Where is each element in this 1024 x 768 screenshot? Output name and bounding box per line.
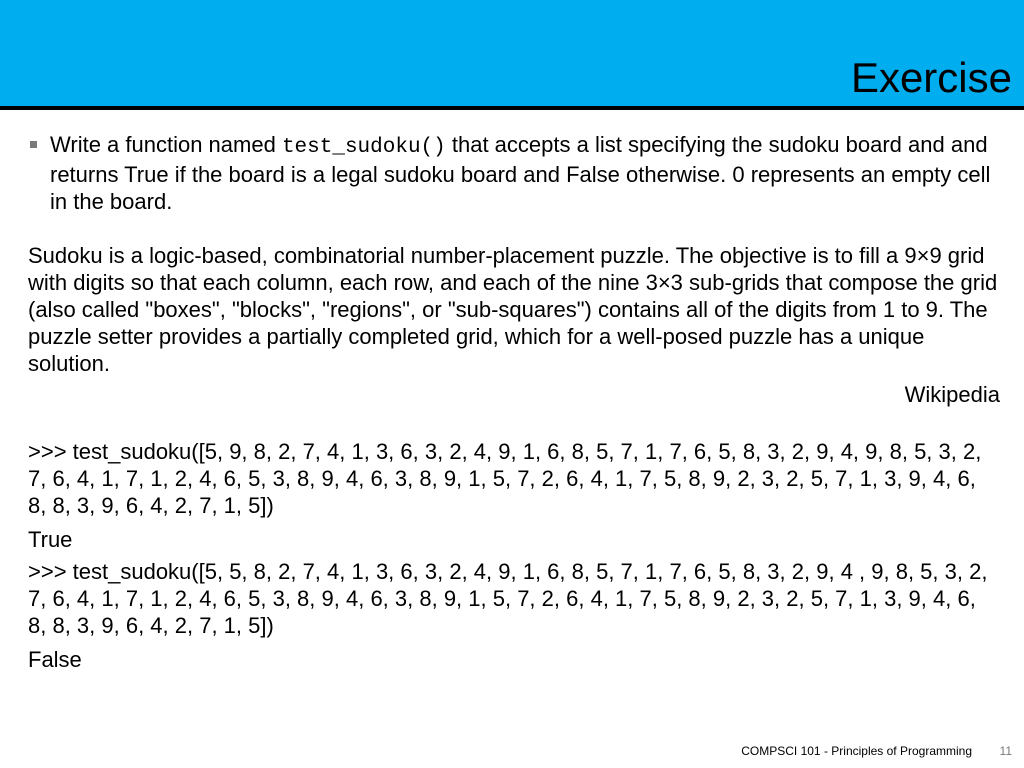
slide-header bbox=[0, 0, 1024, 110]
example-2 bbox=[28, 558, 1000, 673]
exercise-text-before: Write a function named bbox=[50, 132, 282, 157]
source-citation: Wikipedia bbox=[904, 382, 1000, 407]
function-name: test_sudoku() bbox=[281, 136, 446, 159]
slide-content bbox=[28, 131, 1000, 678]
square-bullet-icon bbox=[30, 141, 37, 148]
sudoku-description: Sudoku is a logic-based, combinatorial number-placement puzzle. The objective is to fill a 9×9 grid with digits so that each column, each row, and each of the nine 3×3 sub-grids that compose the grid (also called "boxes", "blocks", "regions", or "sub-squares") contains all of the digits from 1 to 9. The puzzle setter provides a partially completed grid, which for a well-posed puzzle has a unique solution. bbox=[28, 243, 998, 376]
course-footer: COMPSCI 101 - Principles of Programming bbox=[741, 744, 972, 758]
exercise-text-after: that accepts a list specifying the sudoku board and and returns True if the board is a legal sudoku board and False otherwise. 0 represents an empty cell in the board. bbox=[50, 132, 991, 214]
example-1-input: >>> test_sudoku([5, 9, 8, 2, 7, 4, 1, 3, 6, 3, 2, 4, 9, 1, 6, 8, 5, 7, 1, 7, 6, 5, 8, 3, 2, 9, 4, 9, 8, 5, 3, 2, 7, 6, 4, 1, 7, 1, 2, 4, 6, 5, 3, 8, 9, 4, 6, 3, 8, 9, 1, 5, 7, 2, 6, 4, 1, 7, 5, 8, 9, 2, 3, 2, 5, 7, 1, 3, 9, 4, 6, 8, 8, 3, 9, 6, 4, 2, 7, 1, 5]) bbox=[28, 439, 982, 518]
example-2-input: >>> test_sudoku([5, 5, 8, 2, 7, 4, 1, 3, 6, 3, 2, 4, 9, 1, 6, 8, 5, 7, 1, 7, 6, 5, 8, 3, 2, 9, 4 , 9, 8, 5, 3, 2, 7, 6, 4, 1, 7, 1, 2, 4, 6, 5, 3, 8, 9, 4, 6, 3, 8, 9, 1, 5, 7, 2, 6, 4, 1, 7, 5, 8, 9, 2, 3, 2, 5, 7, 1, 3, 9, 4, 6, 8, 8, 3, 9, 6, 4, 2, 7, 1, 5]) bbox=[28, 559, 988, 638]
example-2-output: False bbox=[28, 647, 82, 672]
example-1-output: True bbox=[28, 527, 73, 552]
page-number: 11 bbox=[999, 744, 1012, 758]
slide-title: Exercise bbox=[850, 54, 1012, 101]
exercise-bullet bbox=[28, 131, 1000, 215]
example-1 bbox=[28, 438, 1000, 553]
